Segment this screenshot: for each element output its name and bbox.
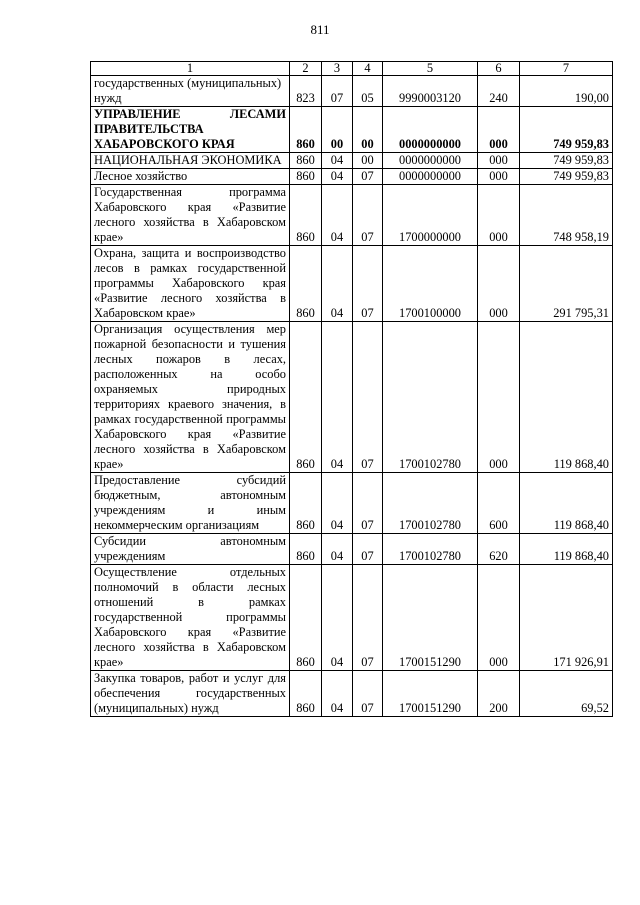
table-row [91, 534, 613, 565]
table-row [91, 565, 613, 671]
row-subsection: 00 [353, 153, 383, 169]
row-subsection: 07 [353, 534, 383, 565]
row-section: 04 [322, 534, 353, 565]
row-section: 00 [322, 107, 353, 153]
row-description: Предоставление субсидий бюджетным, автономным учреждениям и иным некоммерческим организациям [91, 473, 290, 534]
row-expense-type: 000 [478, 153, 520, 169]
row-expense-type: 000 [478, 169, 520, 185]
row-expense-type: 600 [478, 473, 520, 534]
row-description: НАЦИОНАЛЬНАЯ ЭКОНОМИКА [91, 153, 290, 169]
row-amount: 749 959,83 [520, 107, 613, 153]
row-target-article: 1700100000 [383, 246, 478, 322]
row-expense-type: 240 [478, 76, 520, 107]
row-ministry-code: 860 [290, 534, 322, 565]
row-description: Государственная программа Хабаровского края «Развитие лесного хозяйства в Хабаровском крае» [91, 185, 290, 246]
row-subsection: 07 [353, 169, 383, 185]
row-ministry-code: 860 [290, 153, 322, 169]
header-row [91, 62, 613, 76]
row-section: 04 [322, 671, 353, 717]
row-section: 04 [322, 322, 353, 473]
row-subsection: 07 [353, 671, 383, 717]
row-description: Закупка товаров, работ и услуг для обеспечения государственных (муниципальных) нужд [91, 671, 290, 717]
row-section: 04 [322, 169, 353, 185]
row-ministry-code: 860 [290, 473, 322, 534]
row-section: 04 [322, 565, 353, 671]
row-target-article: 9990003120 [383, 76, 478, 107]
budget-table [90, 61, 613, 717]
column-header: 1 [91, 62, 290, 76]
row-amount: 119 868,40 [520, 473, 613, 534]
row-subsection: 05 [353, 76, 383, 107]
row-target-article: 1700151290 [383, 565, 478, 671]
row-ministry-code: 860 [290, 246, 322, 322]
row-target-article: 1700151290 [383, 671, 478, 717]
row-description: Организация осуществления мер пожарной безопасности и тушения лесных пожаров в лесах, расположенных на особо охраняемых природных территориях краевого значения, в рамках государственной программы Хабаровского края «Развитие лесного хозяйства в Хабаровском крае» [91, 322, 290, 473]
row-ministry-code: 860 [290, 565, 322, 671]
table-row [91, 473, 613, 534]
row-amount: 69,52 [520, 671, 613, 717]
row-expense-type: 000 [478, 246, 520, 322]
row-section: 04 [322, 153, 353, 169]
row-amount: 190,00 [520, 76, 613, 107]
row-expense-type: 000 [478, 185, 520, 246]
row-description: Лесное хозяйство [91, 169, 290, 185]
column-header: 6 [478, 62, 520, 76]
column-header: 2 [290, 62, 322, 76]
column-header: 4 [353, 62, 383, 76]
table-row [91, 671, 613, 717]
row-amount: 748 958,19 [520, 185, 613, 246]
row-expense-type: 620 [478, 534, 520, 565]
row-ministry-code: 860 [290, 107, 322, 153]
row-ministry-code: 860 [290, 169, 322, 185]
row-subsection: 07 [353, 246, 383, 322]
row-description: Субсидии автономным учреждениям [91, 534, 290, 565]
table-row [91, 107, 613, 153]
row-section: 04 [322, 473, 353, 534]
row-ministry-code: 860 [290, 322, 322, 473]
row-amount: 119 868,40 [520, 322, 613, 473]
table-row [91, 76, 613, 107]
row-description: УПРАВЛЕНИЕ ЛЕСАМИ ПРАВИТЕЛЬСТВА ХАБАРОВСКОГО КРАЯ [91, 107, 290, 153]
row-ministry-code: 823 [290, 76, 322, 107]
row-expense-type: 000 [478, 107, 520, 153]
row-target-article: 0000000000 [383, 107, 478, 153]
row-section: 04 [322, 185, 353, 246]
row-expense-type: 200 [478, 671, 520, 717]
row-target-article: 1700102780 [383, 473, 478, 534]
column-header: 5 [383, 62, 478, 76]
column-header: 7 [520, 62, 613, 76]
row-amount: 119 868,40 [520, 534, 613, 565]
row-subsection: 07 [353, 473, 383, 534]
row-amount: 291 795,31 [520, 246, 613, 322]
row-description: Охрана, защита и воспроизводство лесов в рамках государственной программы Хабаровского края «Развитие лесного хозяйства в Хабаровском крае» [91, 246, 290, 322]
row-amount: 749 959,83 [520, 169, 613, 185]
table-row [91, 246, 613, 322]
table-row [91, 169, 613, 185]
table-body [91, 76, 613, 717]
table-row [91, 322, 613, 473]
table-row [91, 153, 613, 169]
row-expense-type: 000 [478, 322, 520, 473]
row-section: 07 [322, 76, 353, 107]
row-ministry-code: 860 [290, 671, 322, 717]
row-amount: 171 926,91 [520, 565, 613, 671]
row-subsection: 07 [353, 322, 383, 473]
row-ministry-code: 860 [290, 185, 322, 246]
row-subsection: 07 [353, 185, 383, 246]
page-number: 811 [310, 22, 330, 37]
row-target-article: 0000000000 [383, 169, 478, 185]
table-row [91, 185, 613, 246]
row-subsection: 07 [353, 565, 383, 671]
row-target-article: 1700000000 [383, 185, 478, 246]
column-header: 3 [322, 62, 353, 76]
row-subsection: 00 [353, 107, 383, 153]
row-target-article: 1700102780 [383, 534, 478, 565]
row-description: Осуществление отдельных полномочий в области лесных отношений в рамках государственной программы Хабаровского края «Развитие лесного хозяйства в Хабаровском крае» [91, 565, 290, 671]
row-description: государственных (муниципальных) нужд [91, 76, 290, 107]
row-target-article: 1700102780 [383, 322, 478, 473]
row-section: 04 [322, 246, 353, 322]
row-amount: 749 959,83 [520, 153, 613, 169]
row-target-article: 0000000000 [383, 153, 478, 169]
row-expense-type: 000 [478, 565, 520, 671]
